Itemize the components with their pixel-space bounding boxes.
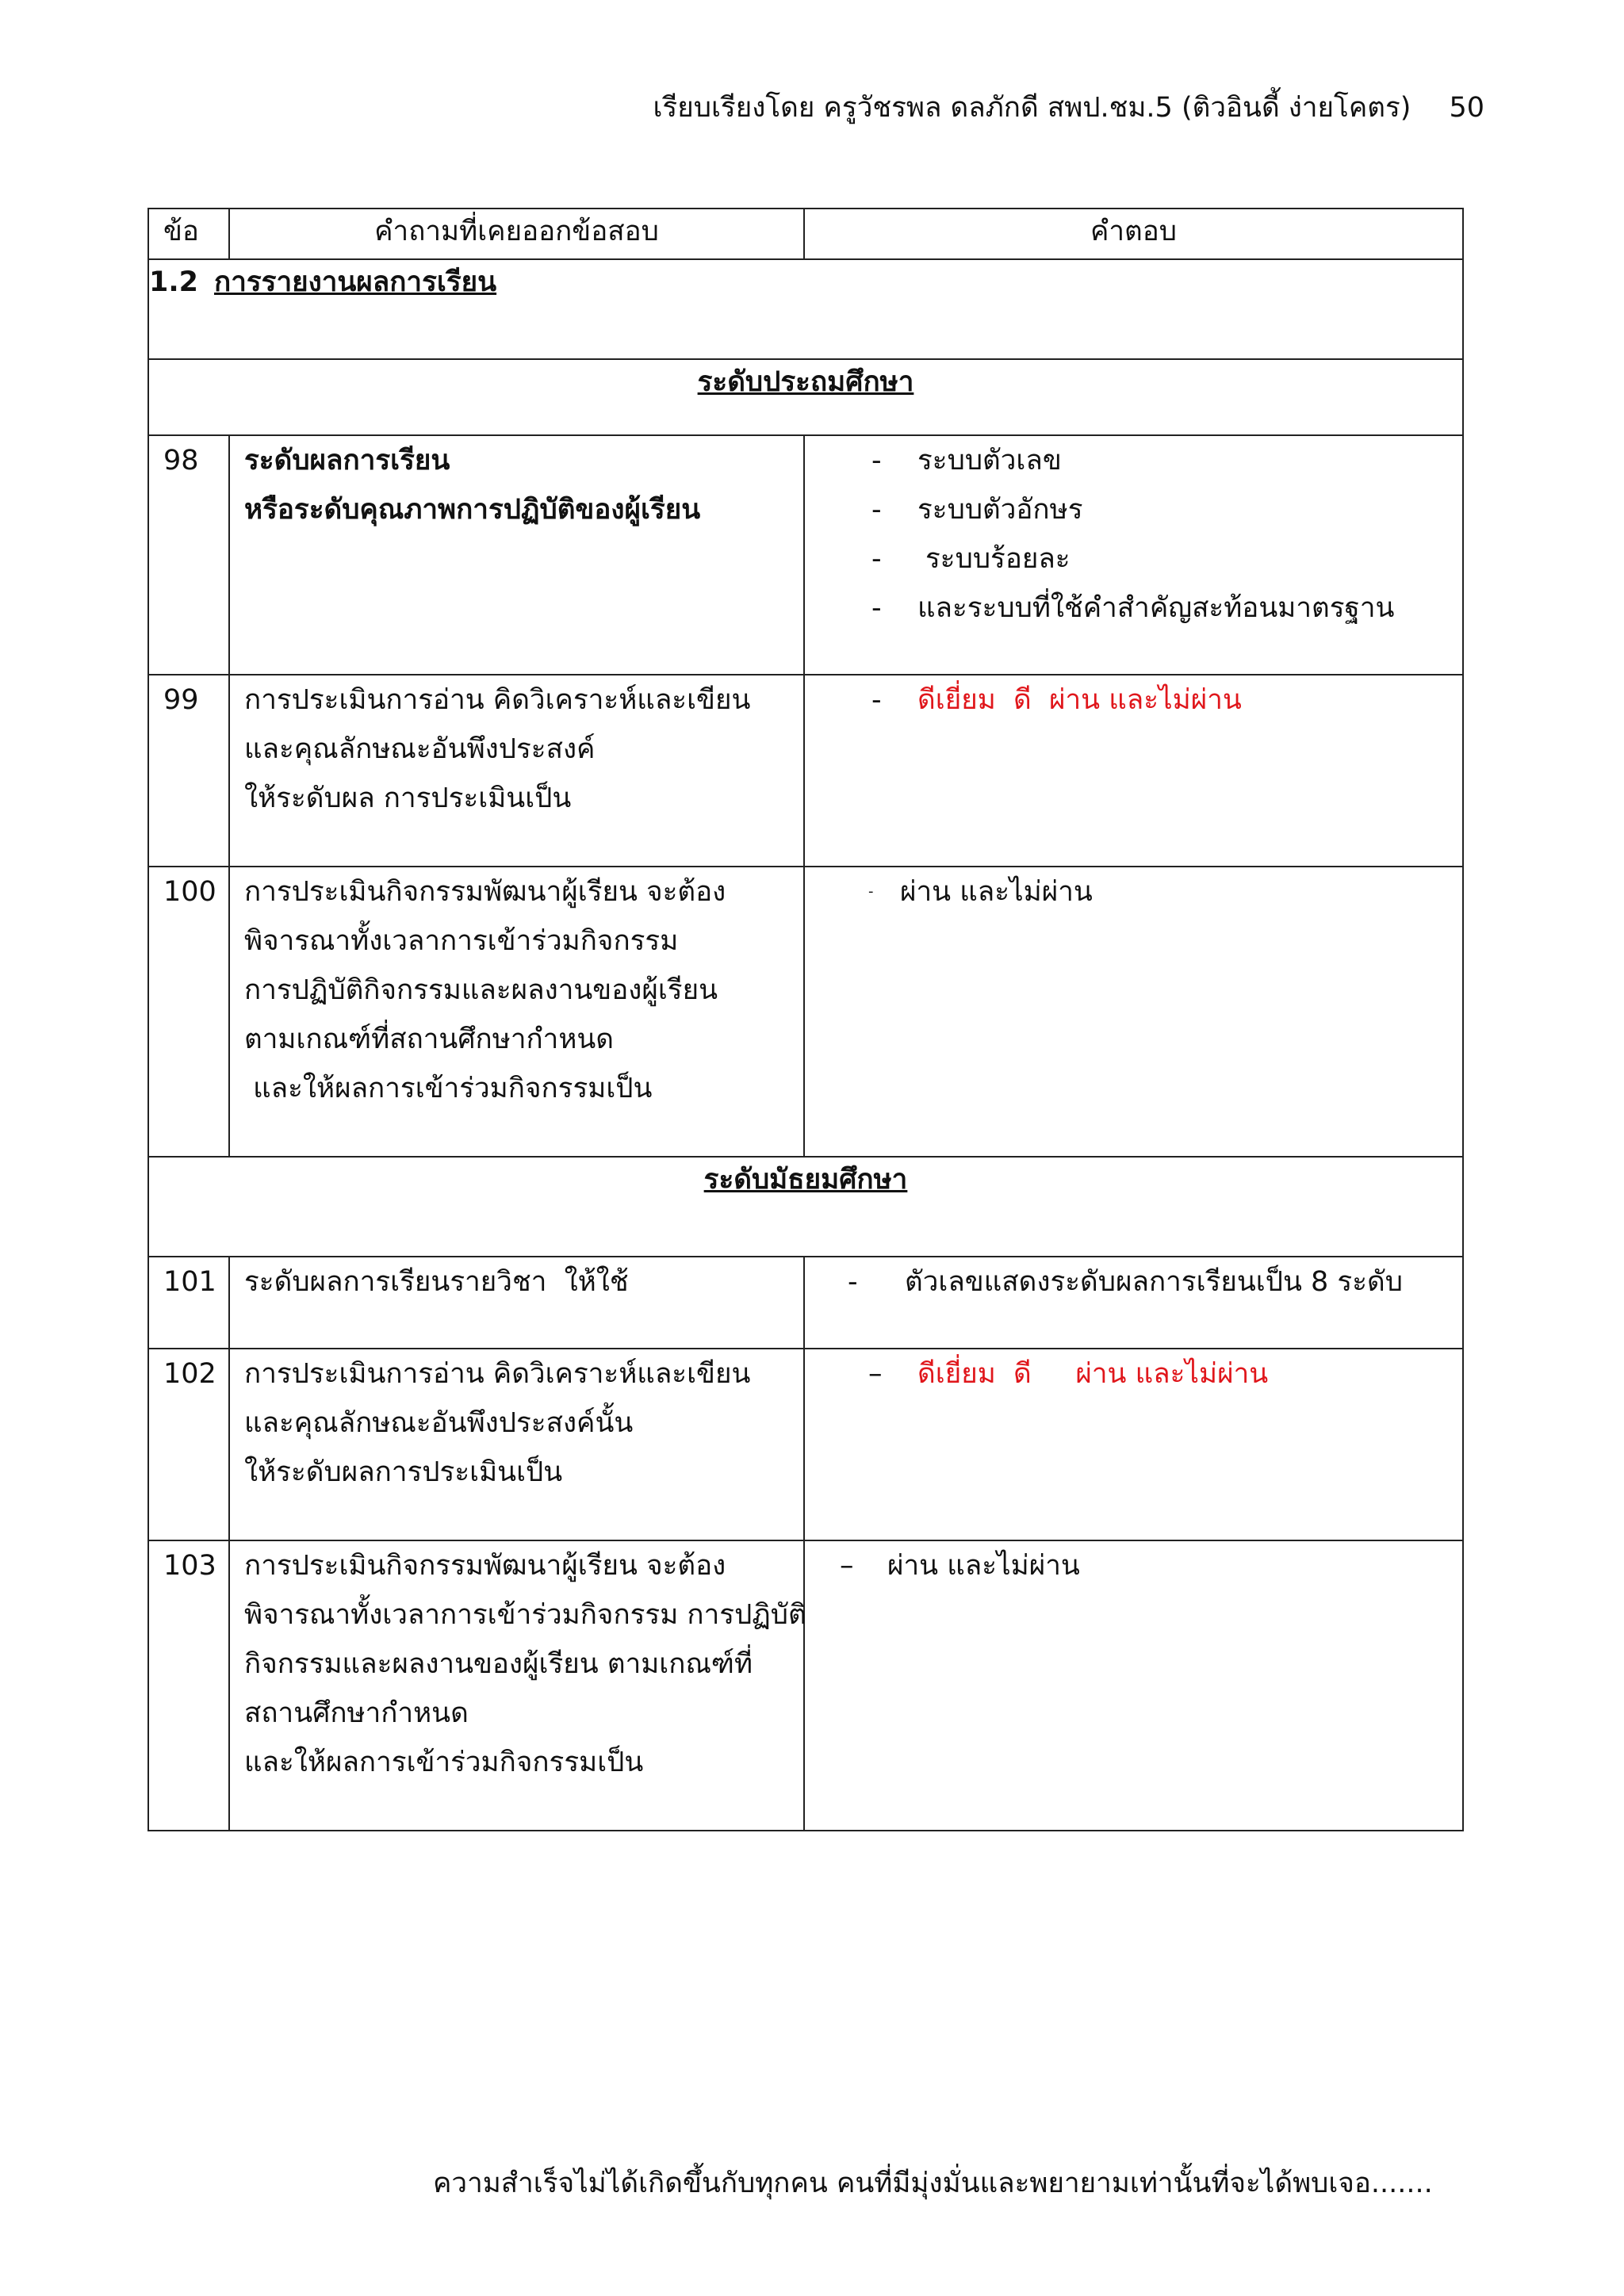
table-row bbox=[148, 867, 1463, 1157]
question-cell bbox=[229, 867, 804, 1157]
table-header-row bbox=[148, 209, 1463, 259]
row-number bbox=[148, 867, 229, 1157]
question-cell bbox=[229, 1540, 804, 1831]
question-line: และให้ผลการเข้าร่วมกิจกรรมเป็น bbox=[244, 1073, 653, 1104]
question-cell bbox=[229, 435, 804, 675]
answer-text: ดีเยี่ยม ดี ผ่าน และไม่ผ่าน bbox=[917, 684, 1242, 716]
answer-cell bbox=[804, 1540, 1463, 1831]
dash-mark: – bbox=[868, 1358, 883, 1390]
row-number bbox=[148, 435, 229, 675]
question-line: การปฏิบัติกิจกรรมและผลงานของผู้เรียน bbox=[244, 974, 718, 1006]
answer-text: ระบบร้อยละ bbox=[925, 543, 1071, 575]
section-title: การรายงานผลการเรียน bbox=[214, 266, 497, 298]
question-line: ให้ระดับผล การประเมินเป็น bbox=[244, 783, 572, 814]
column-header-question: คำถามที่เคยออกข้อสอบ bbox=[229, 209, 804, 259]
dash-mark: - bbox=[871, 494, 882, 526]
section-number: 1.2 bbox=[149, 266, 199, 298]
answer-text: ระบบตัวเลข bbox=[917, 445, 1062, 476]
answer-text: ตัวเลขแสดงระดับผลการเรียนเป็น 8 ระดับ bbox=[905, 1266, 1403, 1298]
question-line: การประเมินการอ่าน คิดวิเคราะห์และเขียน bbox=[244, 684, 751, 716]
answer-line bbox=[805, 1349, 1462, 1399]
question-line: การประเมินกิจกรรมพัฒนาผู้เรียน จะต้อง bbox=[244, 1550, 726, 1582]
level-row-secondary bbox=[148, 1157, 1463, 1257]
row-number bbox=[148, 1349, 229, 1540]
question-line: ระดับผลการเรียนรายวิชา ให้ใช้ bbox=[244, 1266, 629, 1298]
dash-mark: - bbox=[871, 543, 882, 575]
dash-mark: - bbox=[848, 1266, 858, 1298]
level-heading-primary bbox=[148, 359, 1463, 435]
page-footer: ความสำเร็จไม่ได้เกิดขึ้นกับทุกคน คนที่มีมุ่งมั่นและพยายามเท่านั้นที่จะได้พบเจอ....... bbox=[433, 2168, 1433, 2199]
row-number-text: 99 bbox=[163, 684, 199, 716]
question-line: กิจกรรมและผลงานของผู้เรียน ตามเกณฑ์ที่ bbox=[244, 1648, 753, 1680]
dash-mark: - bbox=[871, 445, 882, 476]
row-number-text: 98 bbox=[163, 445, 199, 476]
row-number-text: 100 bbox=[163, 876, 216, 908]
dash-mark: - bbox=[868, 883, 874, 900]
answer-cell bbox=[804, 435, 1463, 675]
dash-mark: - bbox=[871, 684, 882, 716]
page-number: 50 bbox=[1449, 92, 1484, 124]
answer-text: และระบบที่ใช้คำสำคัญสะท้อนมาตรฐาน bbox=[917, 592, 1395, 624]
answer-text: ผ่าน และไม่ผ่าน bbox=[900, 876, 1093, 908]
row-number bbox=[148, 1257, 229, 1349]
table-row bbox=[148, 1349, 1463, 1540]
question-line: หรือระดับคุณภาพการปฏิบัติของผู้เรียน bbox=[244, 494, 701, 526]
answer-cell bbox=[804, 1257, 1463, 1349]
row-number bbox=[148, 1540, 229, 1831]
section-row bbox=[148, 259, 1463, 359]
answer-text: ผ่าน และไม่ผ่าน bbox=[887, 1550, 1080, 1582]
question-cell bbox=[229, 1257, 804, 1349]
page-header bbox=[653, 86, 1484, 129]
level-heading-secondary bbox=[148, 1157, 1463, 1257]
answer-cell bbox=[804, 1349, 1463, 1540]
question-line: การประเมินการอ่าน คิดวิเคราะห์และเขียน bbox=[244, 1358, 751, 1390]
answer-line bbox=[805, 675, 1462, 725]
question-line: ตามเกณฑ์ที่สถานศึกษากำหนด bbox=[244, 1024, 615, 1055]
question-line: และคุณลักษณะอันพึงประสงค์ bbox=[244, 733, 596, 765]
answer-text: ดีเยี่ยม ดี ผ่าน และไม่ผ่าน bbox=[917, 1358, 1269, 1390]
answer-line bbox=[805, 436, 1462, 485]
row-number-text: 102 bbox=[163, 1358, 216, 1390]
dash-mark: – bbox=[840, 1550, 854, 1582]
answer-line bbox=[805, 584, 1462, 633]
table-row bbox=[148, 1257, 1463, 1349]
question-line: ให้ระดับผลการประเมินเป็น bbox=[244, 1456, 563, 1488]
column-header-answer: คำตอบ bbox=[804, 209, 1463, 259]
question-cell bbox=[229, 1349, 804, 1540]
table-row bbox=[148, 1540, 1463, 1831]
table-row bbox=[148, 435, 1463, 675]
answer-cell bbox=[804, 867, 1463, 1157]
answer-line bbox=[805, 1257, 1462, 1307]
question-cell bbox=[229, 675, 804, 867]
row-number bbox=[148, 675, 229, 867]
level-row-primary bbox=[148, 359, 1463, 435]
question-line: พิจารณาทั้งเวลาการเข้าร่วมกิจกรรม การปฏิบัติ bbox=[244, 1599, 806, 1631]
question-line: สถานศึกษากำหนด bbox=[244, 1697, 469, 1729]
question-line: พิจารณาทั้งเวลาการเข้าร่วมกิจกรรม bbox=[244, 925, 679, 957]
table-row bbox=[148, 675, 1463, 867]
answer-line bbox=[805, 1541, 1462, 1590]
level-primary-label: ระดับประถมศึกษา bbox=[697, 366, 914, 398]
section-heading bbox=[148, 259, 1463, 359]
row-number-text: 103 bbox=[163, 1550, 216, 1582]
answer-cell bbox=[804, 675, 1463, 867]
answer-line bbox=[805, 485, 1462, 534]
answer-text: ระบบตัวอักษร bbox=[917, 494, 1083, 526]
column-header-number: ข้อ bbox=[148, 209, 229, 259]
question-line: และคุณลักษณะอันพึงประสงค์นั้น bbox=[244, 1407, 634, 1439]
qa-table bbox=[147, 208, 1464, 1831]
question-line: ระดับผลการเรียน bbox=[244, 445, 450, 476]
dash-mark: - bbox=[871, 592, 882, 624]
question-line: และให้ผลการเข้าร่วมกิจกรรมเป็น bbox=[244, 1747, 644, 1778]
level-secondary-label: ระดับมัธยมศึกษา bbox=[703, 1164, 908, 1196]
row-number-text: 101 bbox=[163, 1266, 216, 1298]
answer-line bbox=[805, 534, 1462, 584]
question-line: การประเมินกิจกรรมพัฒนาผู้เรียน จะต้อง bbox=[244, 876, 726, 908]
header-text: เรียบเรียงโดย ครูวัชรพล ดลภักดี สพป.ชม.5 (ติวอินดี้ ง่ายโคตร) bbox=[653, 92, 1411, 124]
answer-line bbox=[805, 867, 1462, 916]
